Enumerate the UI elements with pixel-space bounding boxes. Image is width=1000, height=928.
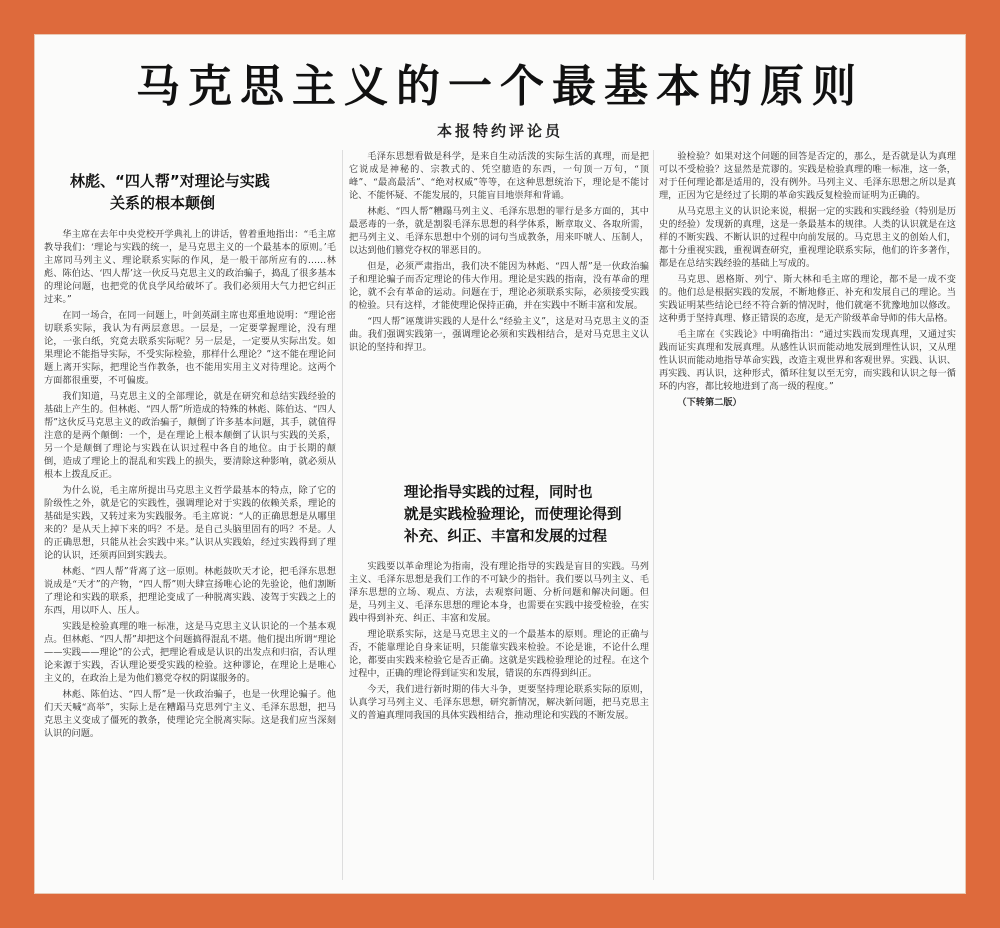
- subhead-line-2: 就是实践检验理论，而使理论得到: [404, 507, 622, 523]
- column-divider: [653, 150, 654, 880]
- paragraph: 但是，必须严肃指出，我们决不能因为林彪、“四人帮”是一伙政治骗子和理论骗子而否定理论的伟大作用。理论是实践的指南，没有革命的理论，就不会有革命的运动。问题在于，理论必须联系实际，必须接受实践的检验。只有这样，才能使理论保持正确，并在实践中不断丰富和发展。: [349, 261, 649, 311]
- subhead-line-3: 补充、纠正、丰富和发展的过程: [404, 529, 607, 545]
- paragraph: 在同一场合，在同一问题上，叶剑英副主席也郑重地说明：“理论密切联系实际，我认为有两层意思。一层是，一定要掌握理论，没有理论，一张白纸，究竟去联系实际呢？另一层是，一定要从实际出发。如果理论不能指导实际，不受实际检验，那样什么理论？”这不能在理论问题上离开实际，把理论当作教条，也不能用实用主义对待理论。这两个方面都很重要，不可偏废。: [44, 310, 336, 386]
- paragraph: 马克思、恩格斯、列宁、斯大林和毛主席的理论，都不是一成不变的。他们总是根据实践的发展，不断地修正、补充和发展自己的理论。当实践证明某些结论已经不符合新的情况时，他们就毫不犹豫地加以修改。这种勇于坚持真理、修正错误的态度，是无产阶级革命导师的伟大品格。: [659, 274, 956, 324]
- paragraph: 林彪、“四人帮”背离了这一原则。林彪鼓吹天才论，把毛泽东思想说成是“天才”的产物，“四人帮”则大肆宣扬唯心论的先验论，他们割断了理论和实践的联系，把理论变成了一种脱离实践、凌驾于实践之上的东西，用以吓人、压人。: [44, 566, 336, 616]
- continued-note: （下转第二版）: [677, 397, 742, 408]
- subhead-line-1: 理论指导实践的过程，同时也: [404, 485, 593, 501]
- paragraph: 毛泽东思想看做是科学，是来自生动活泼的实际生活的真理，而是把它说成是神秘的、宗教式的、凭空臆造的东西，一句顶一万句，“顶峰”、“最高最活”、“绝对权威”等等，在这种思想统治下，理论是不能讨论、不能怀疑、不能发展的，只能盲目地崇拜和背诵。: [349, 151, 649, 201]
- byline: 本报特约评论员: [436, 122, 563, 140]
- paragraph: 毛主席在《实践论》中明确指出：“通过实践而发现真理，又通过实践而证实真理和发展真理。从感性认识而能动地发展到理性认识，又从理性认识而能动地指导革命实践，改造主观世界和客观世界。实践、认识、再实践、再认识，这种形式，循环往复以至无穷，而实践和认识之每一循环的内容，都比较地进到了高一级的程度。”: [659, 329, 956, 392]
- paragraph: 理论联系实际，这是马克思主义的一个最基本的原则。理论的正确与否，不能靠理论自身来证明，只能靠实践来检验。不论是谁，不论什么理论，都要由实践来检验它是否正确。这就是实践检验理论的过程。在这个过程中，正确的理论得到证实和发展，错误的东西得到纠正。: [349, 629, 649, 679]
- column-1: [44, 150, 336, 890]
- paragraph: 实践要以革命理论为指南，没有理论指导的实践是盲目的实践。马列主义、毛泽东思想是我们工作的不可缺少的指针。我们要以马列主义、毛泽东思想的立场、观点、方法，去观察问题、分析问题和解决问题。但是，马列主义、毛泽东思想的理论本身，也需要在实践中接受检验，在实践中得到补充、纠正、丰富和发展。: [349, 561, 649, 624]
- paragraph: 我们知道，马克思主义的全部理论，就是在研究和总结实践经验的基础上产生的。但林彪、“四人帮”所造成的特殊的林彪、陈伯达、“四人帮”这伙反马克思主义的政治骗子，颠倒了许多基本问题，其手，就值得注意的是两个颠倒：一个，是在理论上根本颠倒了认识与实践的关系，另一个是颠倒了理论与实践在认识过程中各自的地位。由于长期的颠倒，造成了理论上的混乱和实践上的损失，要清除这种影响，就必须从根本上拨乱反正。: [44, 391, 336, 480]
- subhead-line-1: 林彪、“四人帮”对理论与实践: [70, 172, 270, 190]
- column-3: [659, 150, 956, 890]
- page-title: 马克思主义的一个最基本的原则: [136, 61, 864, 112]
- subhead-line-2: 关系的根本颠倒: [110, 194, 216, 212]
- column-2-subhead: [404, 482, 649, 548]
- paragraph: 华主席在去年中央党校开学典礼上的讲话，曾着重地指出：“毛主席教导我们：‘理论与实践的统一，是马克思主义的一个最基本的原则。’毛主席同马列主义、理论联系实际的作风，是一般干部所应有的……林彪、陈伯达、‘四人帮’这一伙反马克思主义的政治骗子，捣乱了很多基本的理论问题，也把党的优良学风给破坏了。我们必须用大气力把它纠正过来。”: [44, 229, 336, 305]
- paragraph: 验检验？如果对这个问题的回答是否定的，那么，是否就是认为真理可以不受检验？这显然是荒谬的。实践是检验真理的唯一标准，这一条，对于任何理论都是适用的，没有例外。马列主义、毛泽东思想之所以是真理，正因为它是经过了长期的革命实践反复检验而证明为正确的。: [659, 151, 956, 201]
- paragraph: “四人帮”诬蔑讲实践的人是什么“经验主义”，这是对马克思主义的歪曲。我们强调实践第一，强调理论必须和实践相结合，是对马克思主义认识论的坚持和捍卫。: [349, 316, 649, 353]
- paragraph: 今天，我们进行新时期的伟大斗争，更要坚持理论联系实际的原则，认真学习马列主义、毛泽东思想，研究新情况，解决新问题，把马克思主义的普遍真理同我国的具体实践相结合，推动理论和实践的不断发展。: [349, 684, 649, 721]
- paragraph: 实践是检验真理的唯一标准，这是马克思主义认识论的一个基本观点。但林彪、“四人帮”却把这个问题搞得混乱不堪。他们提出所谓“理论——实践——理论”的公式，把理论看成是认识的出发点和归宿，否认理论来源于实践，否认理论要受实践的检验。这种谬论，在理论上是唯心主义的，在政治上是为他们篡党夺权的阴谋服务的。: [44, 621, 336, 684]
- paragraph: 为什么说，毛主席所提出马克思主义哲学最基本的特点，除了它的阶级性之外，就是它的实践性，强调理论对于实践的依赖关系，理论的基础是实践，又转过来为实践服务。毛主席说：“人的正确思想是从哪里来的？是从天上掉下来的吗？不是。是自己头脑里固有的吗？不是。人的正确思想，只能从社会实践中来。”认识从实践始，经过实践得到了理论的认识，还须再回到实践去。: [44, 485, 336, 561]
- column-2: [349, 150, 649, 890]
- column-2-upper-text: [349, 150, 649, 468]
- column-divider: [342, 150, 343, 880]
- paragraph: 林彪、“四人帮”糟蹋马列主义、毛泽东思想的罪行是多方面的，其中最恶毒的一条，就是割裂毛泽东思想的科学体系，断章取义、各取所需，把马列主义、毛泽东思想中个别的词句当成教条，用来吓唬人、压制人，以达到他们篡党夺权的罪恶目的。: [349, 206, 649, 256]
- newspaper-page: [34, 34, 966, 894]
- paragraph: 从马克思主义的认识论来说，根据一定的实践和实践经验（特别是历史的经验）发现新的真理，这是一条最基本的规律。人类的认识就是在这样的不断实践、不断认识的过程中向前发展的。马克思主义的创始人们，都十分重视实践，重视调查研究，重视理论联系实际，他们的许多著作，都是在总结实践经验的基础上写成的。: [659, 206, 956, 269]
- column-1-subhead: [70, 170, 336, 214]
- paragraph: 林彪、陈伯达、“四人帮”是一伙政治骗子，也是一伙理论骗子。他们天天喊“高举”，实际上是在糟蹋马克思列宁主义、毛泽东思想，把马克思主义变成了僵死的教条，使理论完全脱离实际。这是我们应当深刻认识的问题。: [44, 689, 336, 739]
